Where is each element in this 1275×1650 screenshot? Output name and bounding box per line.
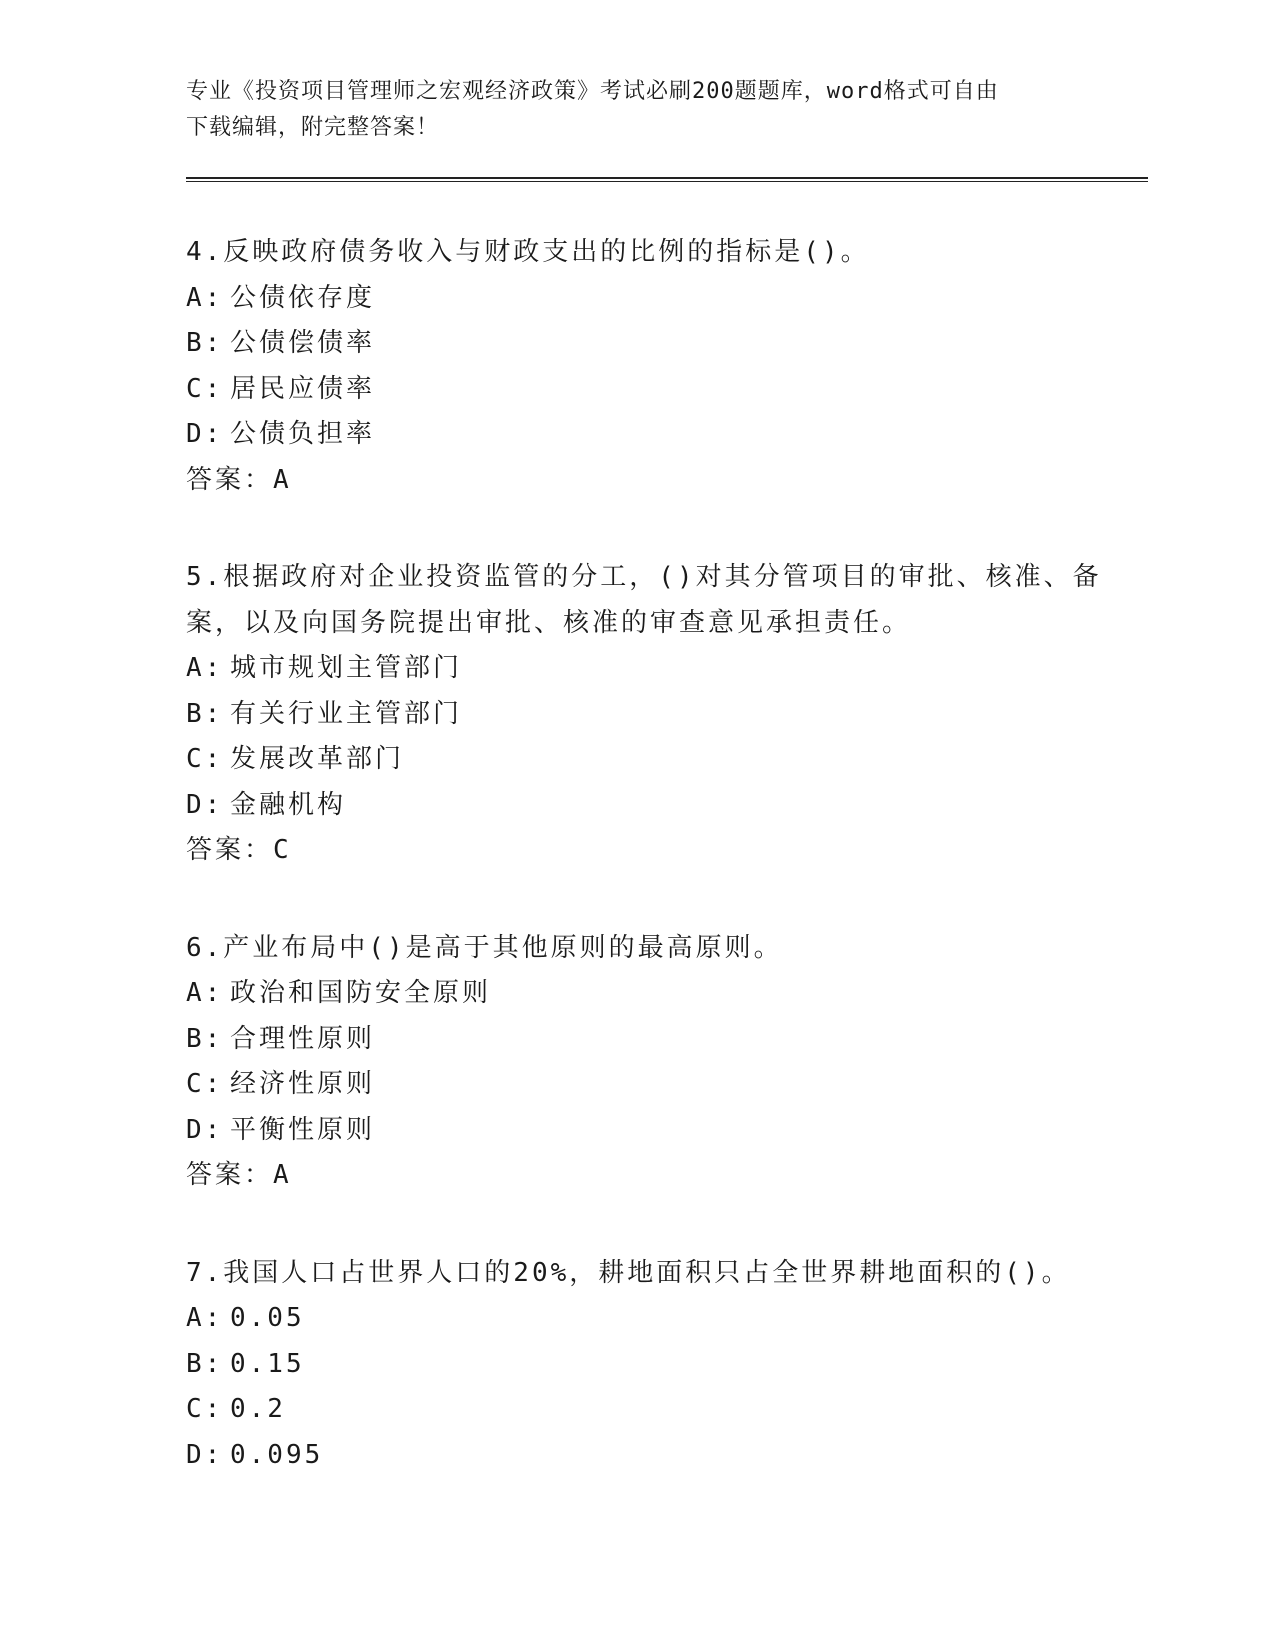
answer-label: 答案： [186,835,274,865]
option-text: 公债负担率 [230,419,376,449]
option-text: 经济性原则 [230,1069,376,1099]
option-letter: A: [186,653,224,683]
option-letter: C: [186,1069,224,1099]
option-d [186,1433,1146,1479]
header-divider [186,177,1148,182]
option-d [186,1108,1146,1154]
question-6 [186,926,1146,1199]
option-text: 公债偿债率 [230,328,376,358]
option-b [186,1342,1146,1388]
answer-value: C [273,835,291,865]
option-letter: D: [186,1114,224,1145]
answer-line [186,1153,1146,1199]
option-text: 发展改革部门 [230,744,405,774]
option-text: 公债依存度 [230,282,376,313]
answer-label: 答案： [186,464,274,495]
option-text: 金融机构 [230,789,347,820]
question-stem: 6.产业布局中()是高于其他原则的最高原则。 [186,932,783,963]
option-text: 0.2 [230,1394,286,1424]
option-text: 城市规划主管部门 [230,653,463,683]
option-letter: B: [186,328,224,358]
question-stem: 5.根据政府对企业投资监管的分工，()对其分管项目的审批、核准、备案，以及向国务院提出审批、核准的审查意见承担责任。 [186,562,1102,638]
option-letter: C: [186,373,224,404]
answer-value: A [273,464,291,495]
option-c [186,737,1146,783]
option-c [186,1062,1146,1108]
option-b [186,1017,1146,1063]
option-letter: B: [186,698,224,729]
header-line-2: 下载编辑，附完整答案！ [186,115,440,140]
question-stem: 4.反映政府债务收入与财政支出的比例的指标是()。 [186,237,870,267]
option-letter: D: [186,789,224,820]
option-a [186,276,1146,322]
option-text: 有关行业主管部门 [230,698,463,729]
option-d [186,412,1146,458]
answer-line [186,458,1146,504]
option-letter: B: [186,1348,224,1379]
header-line-1: 专业《投资项目管理师之宏观经济政策》考试必刷200题题库，word格式可自由 [186,79,999,104]
option-text: 政治和国防安全原则 [230,978,492,1008]
option-letter: A: [186,1303,224,1333]
option-a [186,971,1146,1017]
question-5 [186,555,1146,874]
option-d [186,783,1146,829]
option-c [186,1387,1146,1433]
option-letter: A: [186,282,224,313]
option-text: 平衡性原则 [230,1114,376,1145]
option-text: 合理性原则 [230,1023,376,1054]
question-stem: 7.我国人口占世界人口的20%，耕地面积只占全世界耕地面积的()。 [186,1257,1071,1288]
option-text: 0.15 [230,1348,305,1379]
answer-line [186,828,1146,874]
option-letter: D: [186,419,224,449]
option-letter: B: [186,1023,224,1054]
answer-value: A [273,1160,291,1190]
option-a [186,646,1146,692]
option-text: 0.05 [230,1303,305,1333]
question-4 [186,230,1146,503]
option-letter: D: [186,1439,224,1470]
option-a [186,1296,1146,1342]
option-letter: A: [186,978,224,1008]
option-letter: C: [186,744,224,774]
option-text: 居民应债率 [230,373,376,404]
question-list [186,230,1146,1530]
option-text: 0.095 [230,1439,324,1470]
option-b [186,692,1146,738]
answer-label: 答案： [186,1160,274,1190]
option-c [186,367,1146,413]
option-letter: C: [186,1394,224,1424]
document-header [186,74,1086,146]
question-7 [186,1251,1146,1479]
option-b [186,321,1146,367]
